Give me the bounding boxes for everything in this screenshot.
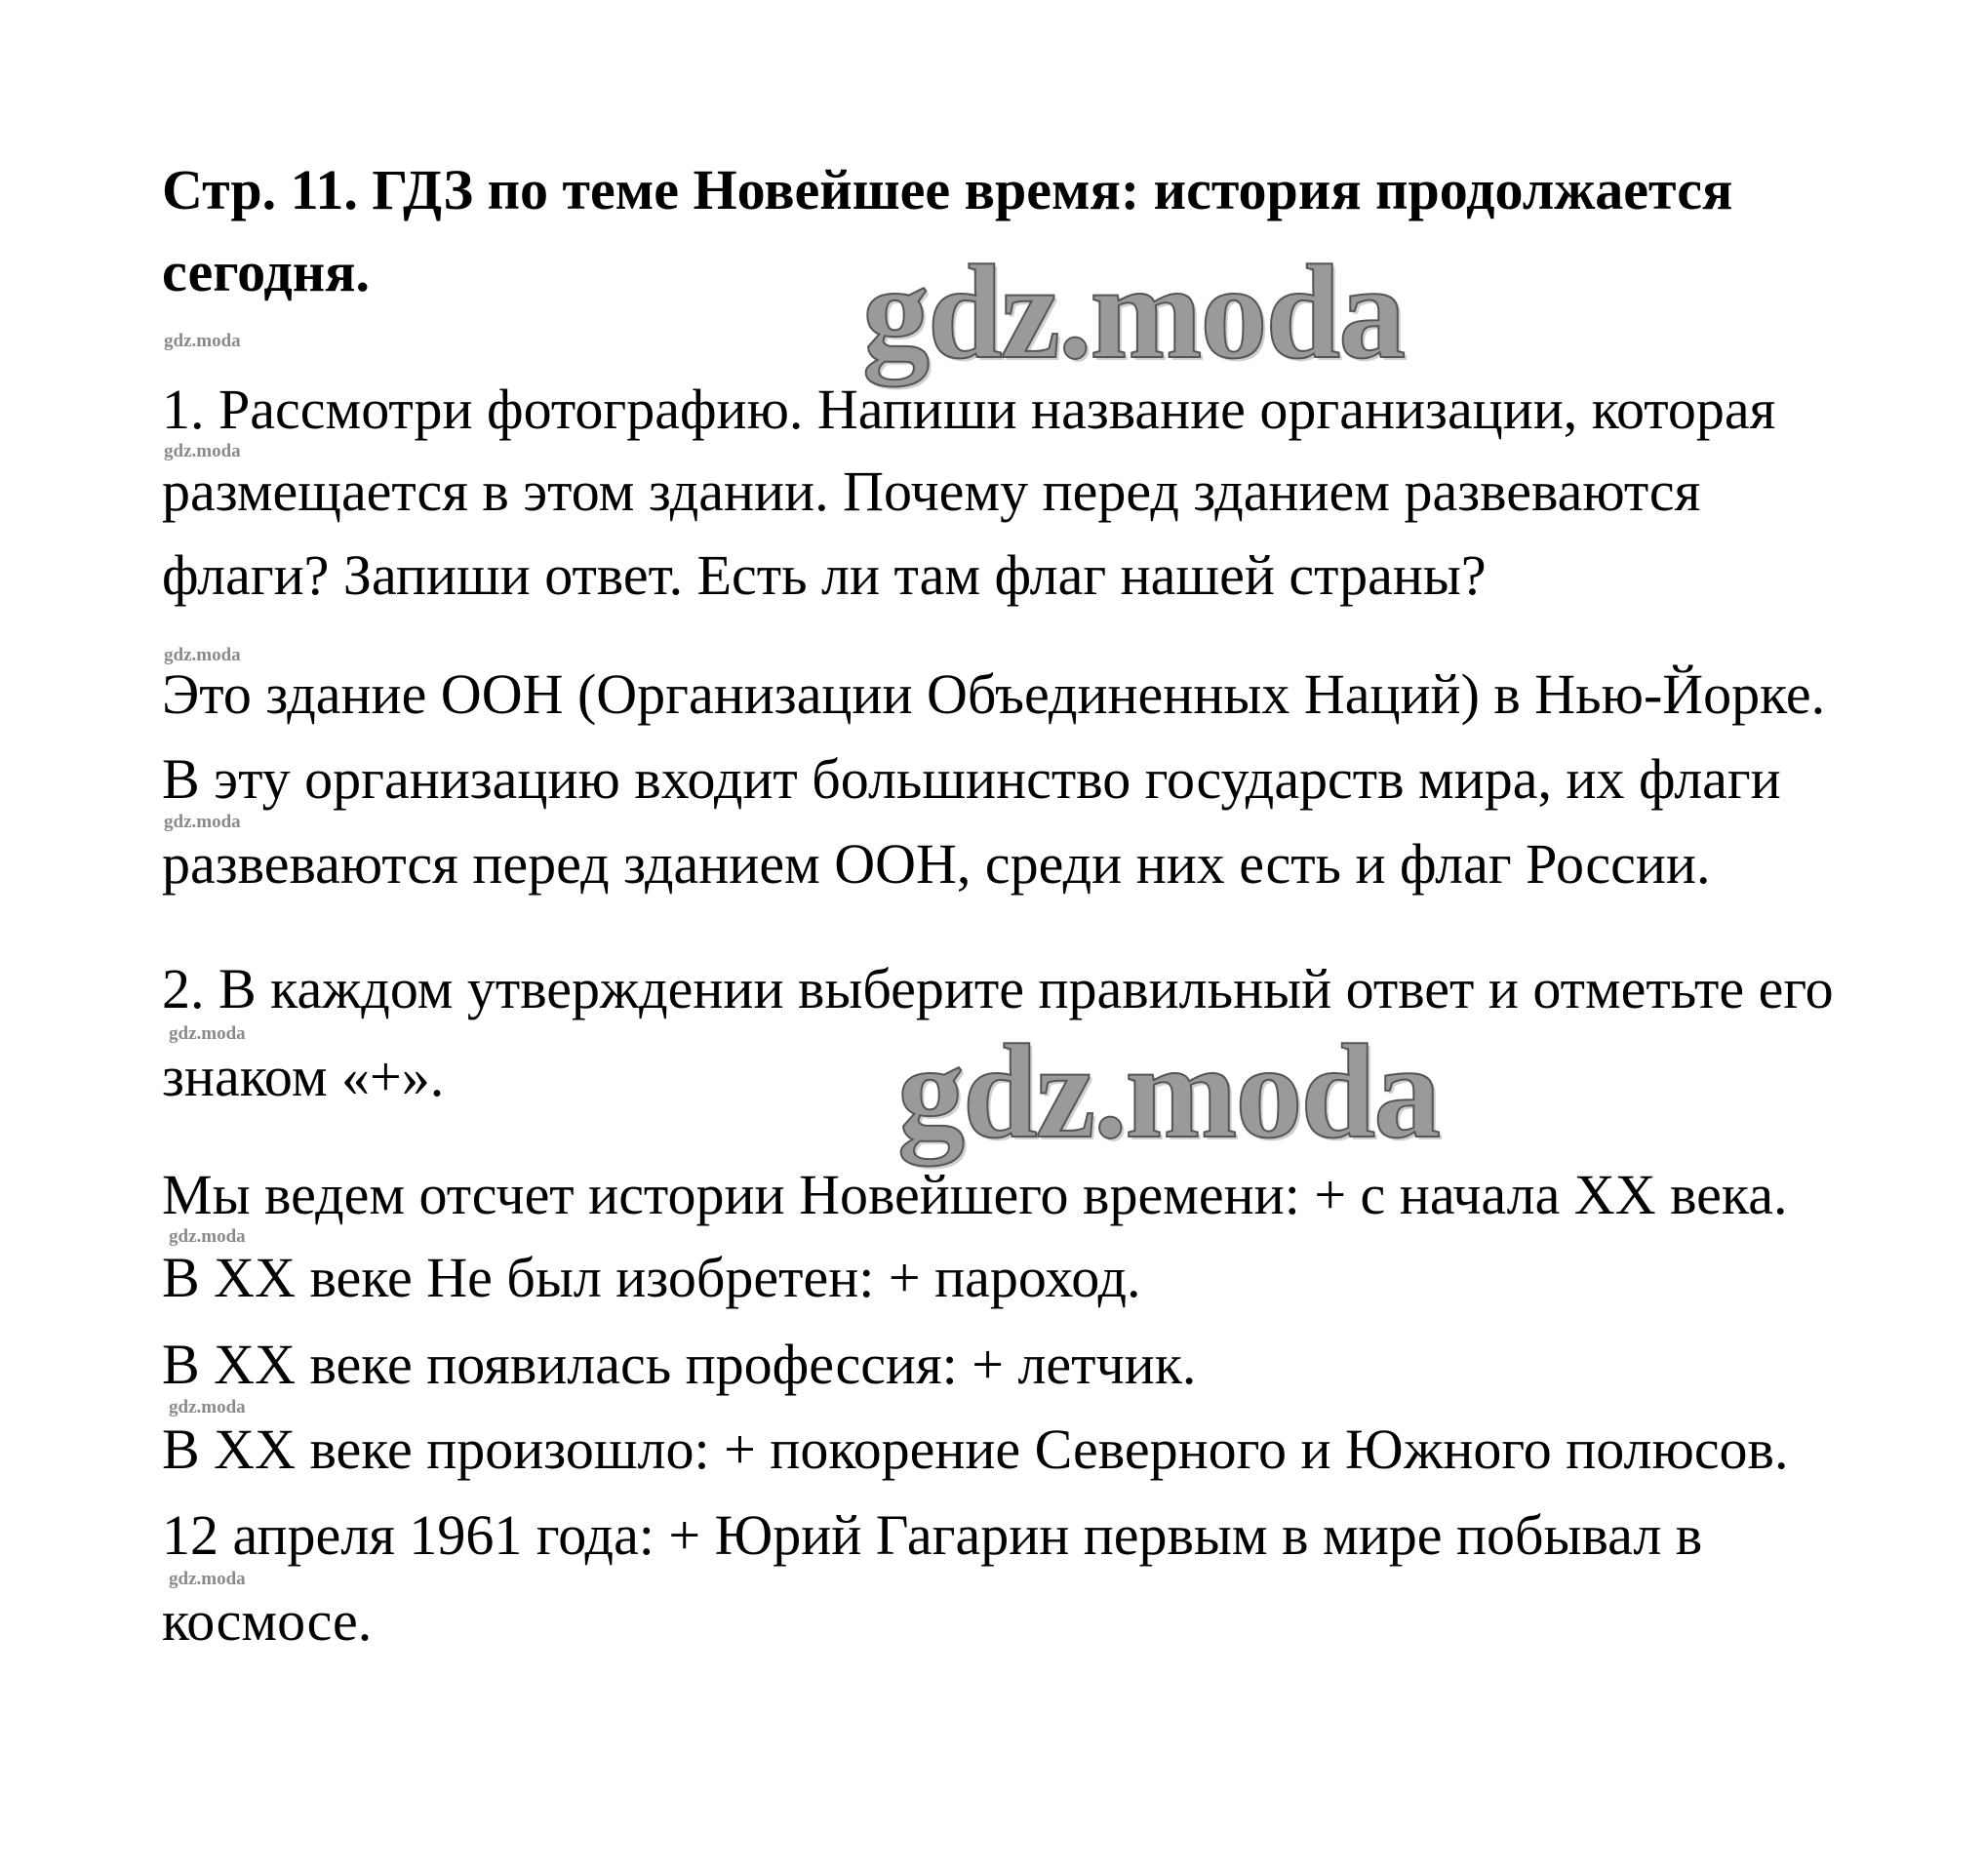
watermark-small: gdz.moda [164,645,241,665]
task-2-answer-line: В XX веке произошло: + покорение Северного и Южного полюсов. [162,1417,1789,1481]
task-2-answer-line: В XX веке появилась профессия: + летчик. [162,1333,1197,1396]
title-line-2: сегодня. [162,240,371,303]
task-2-answer-line: космосе. [162,1589,373,1653]
watermark-large: gdz.moda [862,237,1405,386]
watermark-small: gdz.moda [164,331,241,351]
task-2-answer-line: В XX веке Не был изобретен: + пароход. [162,1246,1141,1309]
task-2-question-line: 2. В каждом утверждении выберите правильный ответ и отметьте его [162,957,1834,1020]
watermark-small: gdz.moda [169,1569,246,1589]
task-1-question-line: 1. Рассмотри фотографию. Напиши название организации, которая [162,378,1776,441]
task-1-answer-line: развеваются перед зданием ООН, среди них есть и флаг России. [162,832,1711,896]
watermark-small: gdz.moda [169,1226,246,1247]
task-2-answer-line: Мы ведем отсчет истории Новейшего времени: + с начала XX века. [162,1163,1788,1226]
title-line-1: Стр. 11. ГДЗ по теме Новейшее время: история продолжается [162,158,1733,221]
task-2-answer-line: 12 апреля 1961 года: + Юрий Гагарин первым в мире побывал в [162,1503,1703,1567]
task-1-question-line: флаги? Запиши ответ. Есть ли там флаг нашей страны? [162,543,1487,607]
watermark-large: gdz.moda [897,1017,1440,1166]
task-1-answer-line: В эту организацию входит большинство государств мира, их флаги [162,747,1781,811]
task-1-answer-line: Это здание ООН (Организации Объединенных Наций) в Нью-Йорке. [162,662,1826,726]
watermark-small: gdz.moda [164,441,241,461]
watermark-small: gdz.moda [164,812,241,832]
task-2-question-line: знаком «+». [162,1045,445,1108]
task-1-question-line: размещается в этом здании. Почему перед зданием развеваются [162,459,1701,523]
watermark-small: gdz.moda [169,1023,246,1044]
watermark-small: gdz.moda [169,1397,246,1417]
